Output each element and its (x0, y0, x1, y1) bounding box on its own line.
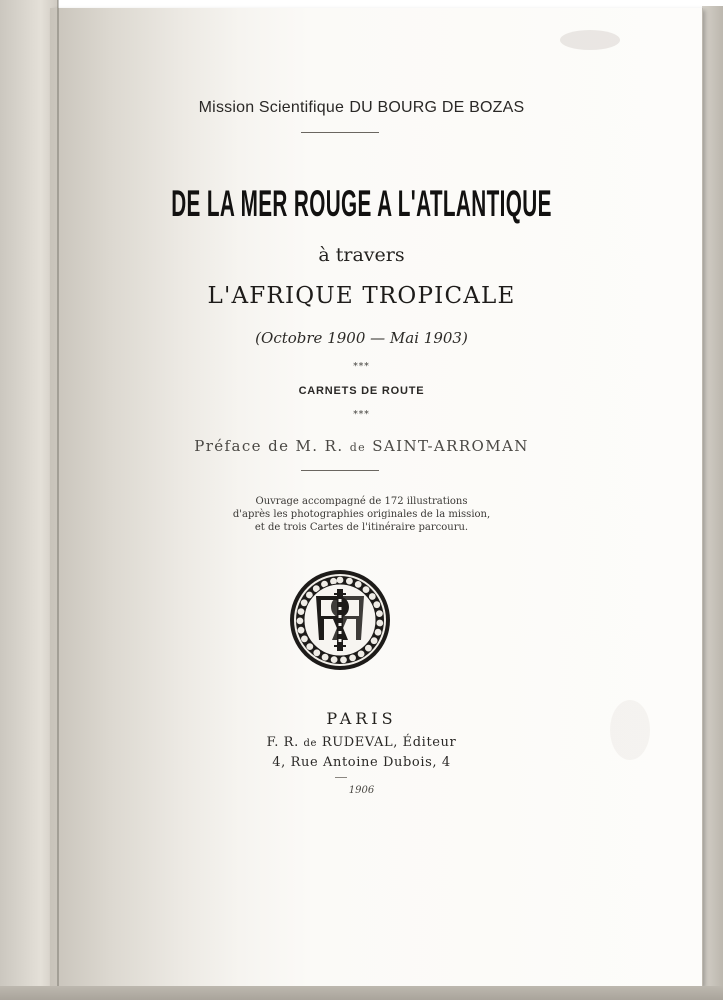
description-line: et de trois Cartes de l'itinéraire parcouru. (254, 522, 469, 533)
address-street: Rue Antoine Dubois, (290, 755, 438, 770)
preface-particle: de (349, 441, 367, 454)
address-arrondissement: 4 (441, 755, 451, 770)
rule-before-year (335, 777, 347, 778)
address-number: 4, (272, 755, 286, 770)
expedition-dates: (Octobre 1900 — Mai 1903) (255, 329, 468, 347)
publisher-name: RUDEVAL, (321, 735, 398, 750)
publisher-monogram-icon (289, 569, 391, 671)
imprint-address (0, 755, 723, 770)
mission-name: DU BOURG DE BOZAS (349, 99, 525, 116)
rule-under-preface (301, 470, 379, 471)
publisher-particle: de (303, 738, 318, 749)
main-title: DE LA MER ROUGE A L'ATLANTIQUE (171, 183, 552, 224)
description-line: Ouvrage accompagné de 172 illustrations (255, 496, 468, 507)
preface-line (0, 437, 723, 455)
description-block (0, 495, 723, 534)
preface-author: SAINT-ARROMAN (372, 437, 529, 455)
publication-year: 1906 (348, 785, 375, 796)
imprint-publisher (0, 735, 723, 750)
page-bottom-edge (0, 986, 723, 1000)
preface-prefix: Préface de M. R. (194, 437, 344, 455)
subtitle-connector: à travers (318, 244, 405, 266)
publisher-initials: F. R. (266, 735, 299, 750)
paper-stain (560, 30, 620, 50)
publisher-role: Éditeur (402, 735, 457, 750)
rule-under-mission (301, 132, 379, 133)
subtitle: L'AFRIQUE TROPICALE (207, 283, 516, 309)
ornament-bottom: *** (353, 410, 370, 420)
mission-line (0, 97, 723, 117)
description-line: d'après les photographies originales de la mission, (232, 509, 491, 520)
ornament-top: *** (353, 362, 370, 372)
section-label: CARNETS DE ROUTE (298, 385, 425, 397)
mission-prefix: Mission Scientifique (198, 99, 345, 116)
imprint-city: PARIS (326, 709, 397, 728)
